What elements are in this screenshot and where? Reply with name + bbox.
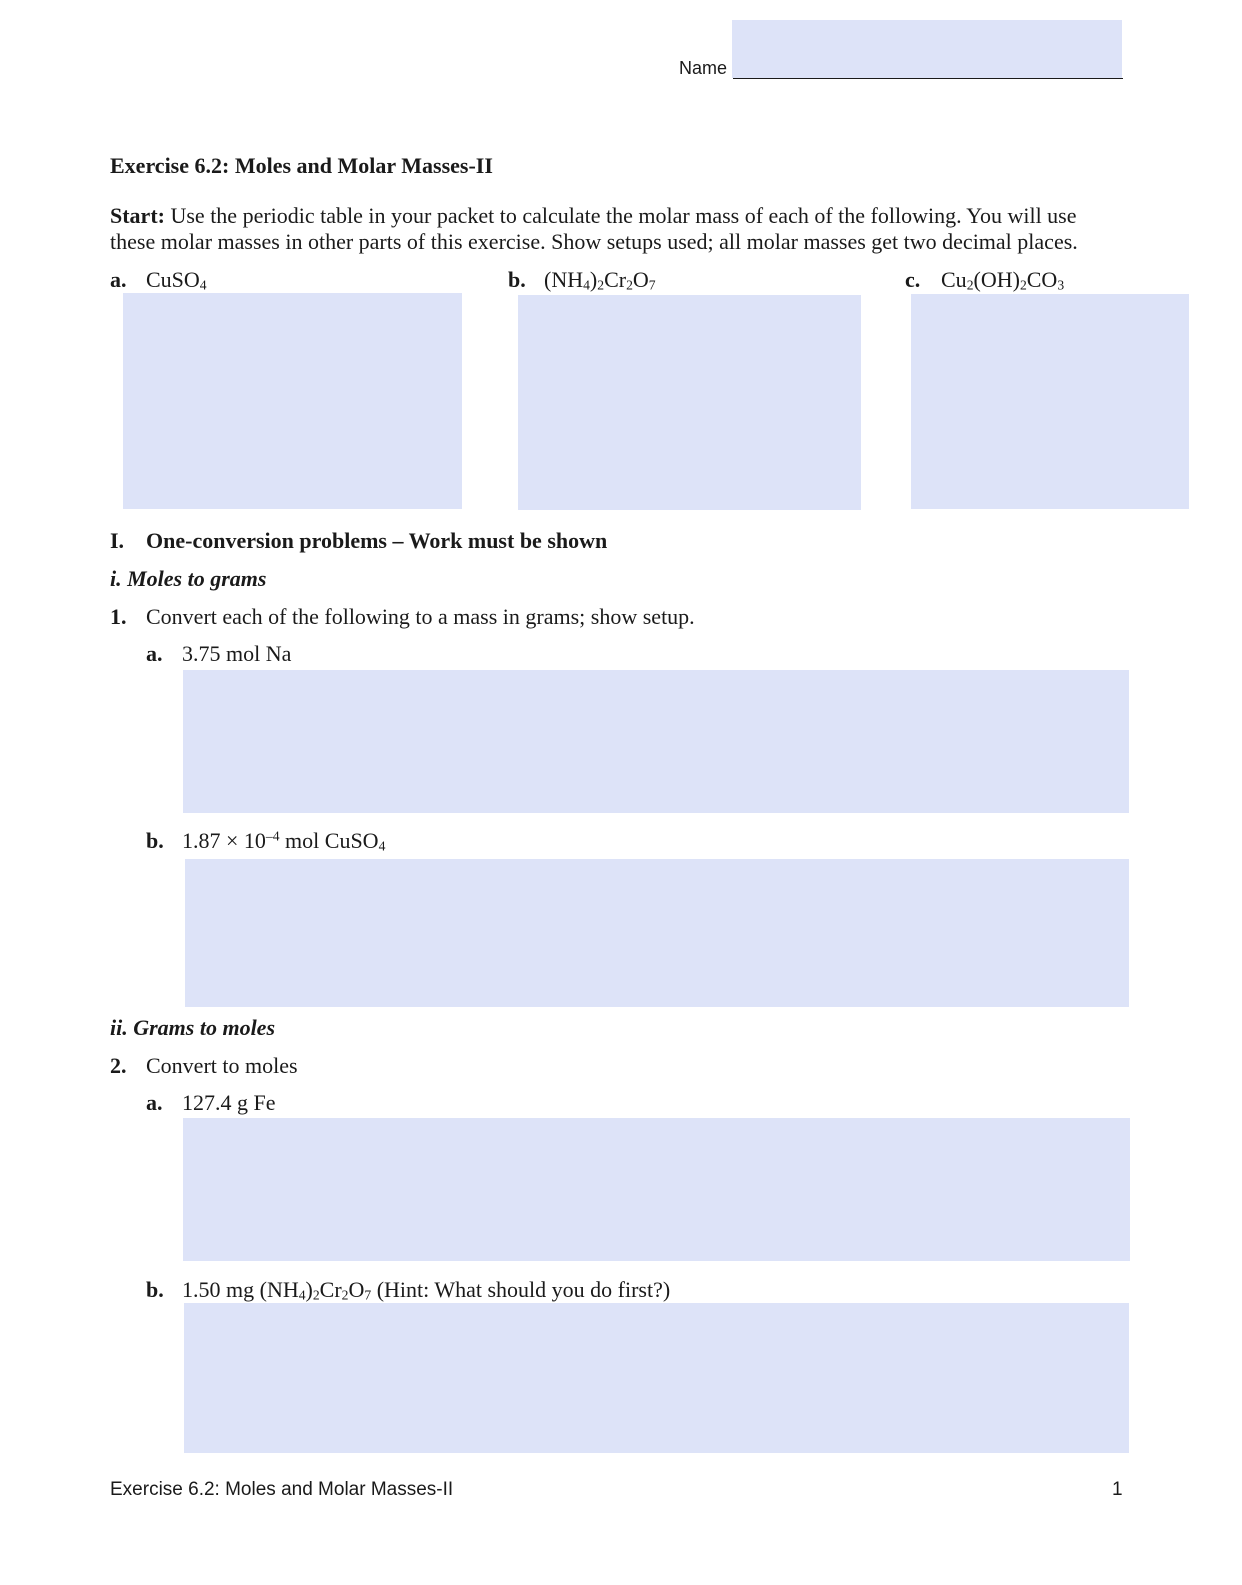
start-item-a-formula: CuSO$_4$ — [146, 267, 207, 293]
start-text: Use the periodic table in your packet to calculate the molar mass of each of the following. You will use these molar masses in other parts of this exercise. Show setups used; all molar masses get two decimal places. — [110, 203, 1078, 254]
section-heading — [110, 528, 607, 554]
question-2-text: Convert to moles — [146, 1053, 298, 1078]
page-number: 1 — [1112, 1479, 1123, 1500]
question-1a-text: 3.75 mol Na — [182, 641, 292, 666]
question-1-text: Convert each of the following to a mass in grams; show setup. — [146, 604, 695, 629]
name-underline — [733, 78, 1123, 79]
start-item-c-formula: $Cu_2(OH)_2CO_3$ — [941, 267, 1065, 293]
start-item-a-label: a. — [110, 267, 127, 292]
question-1a-label: a. — [146, 641, 163, 666]
answer-field-start-b[interactable] — [518, 295, 861, 510]
question-2a — [146, 1090, 276, 1116]
question-1a — [146, 641, 291, 667]
start-item-c-label: c. — [905, 267, 921, 292]
name-field[interactable] — [732, 20, 1122, 78]
subheading-grams-to-moles: ii. Grams to moles — [110, 1015, 276, 1040]
subheading-moles-to-grams: i. Moles to grams — [110, 566, 267, 591]
start-item-c — [905, 267, 1064, 293]
question-2b-text: 1.50 mg $(NH_4)_2Cr_2O_7$ (Hint: What should you do first?) — [182, 1277, 671, 1303]
answer-field-start-a[interactable] — [123, 293, 462, 509]
question-2b — [146, 1277, 670, 1303]
name-label: Name — [679, 58, 728, 78]
start-item-b — [508, 267, 656, 293]
question-2-number: 2. — [110, 1053, 127, 1078]
question-2 — [110, 1053, 298, 1079]
exercise-title: Exercise 6.2: Moles and Molar Masses-II — [110, 153, 493, 178]
answer-field-start-c[interactable] — [911, 294, 1189, 509]
answer-field-2a[interactable] — [183, 1118, 1130, 1261]
start-item-b-label: b. — [508, 267, 526, 292]
footer-title: Exercise 6.2: Moles and Molar Masses-II — [110, 1479, 454, 1500]
answer-field-1b[interactable] — [185, 859, 1129, 1007]
question-1b-text: $1.87 \times 10^{-4}$ mol CuSO$_4$ — [182, 828, 386, 854]
start-item-b-formula: $(NH_4)_2Cr_2O_7$ — [544, 267, 656, 293]
question-2a-label: a. — [146, 1090, 163, 1115]
start-item-a — [110, 267, 207, 293]
question-2a-text: 127.4 g Fe — [182, 1090, 276, 1115]
answer-field-2b[interactable] — [184, 1303, 1129, 1453]
question-1b — [146, 828, 385, 854]
question-2b-label: b. — [146, 1277, 164, 1302]
section-title: One-conversion problems – Work must be shown — [146, 528, 608, 553]
question-1-number: 1. — [110, 604, 127, 629]
start-instructions — [110, 203, 1120, 255]
answer-field-1a[interactable] — [183, 670, 1129, 813]
question-1 — [110, 604, 695, 630]
section-number: I. — [110, 528, 125, 553]
question-1b-label: b. — [146, 828, 164, 853]
start-label: Start: — [110, 203, 165, 228]
